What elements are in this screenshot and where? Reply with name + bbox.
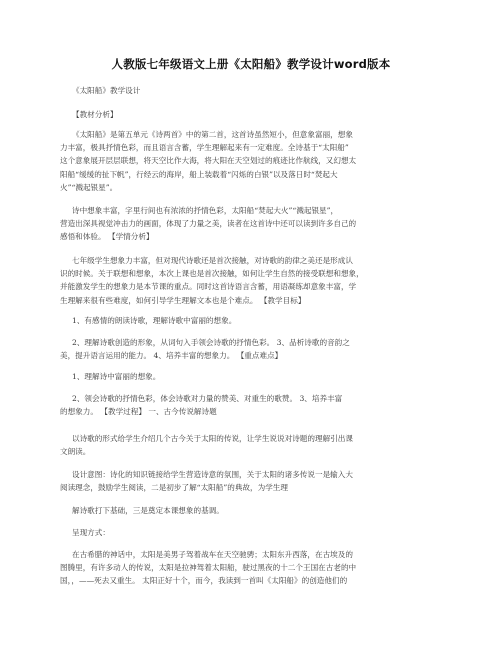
text-line: 这个意象展开层层联想，将天空比作大海，将大阳在天空划过的痕迹比作航线，又幻想太 [60, 156, 357, 166]
text-line: 《太阳船》是第五单元《诗两首》中的第二首，这首诗虽然短小，但意象富丽，想象 [72, 130, 353, 139]
paragraph-key-2 [60, 392, 444, 418]
paragraph-material-analysis [60, 128, 444, 194]
text-line: 生理解来很有些难度，如何引导学生理解文本也是个难点。 【教学目标】 [60, 295, 306, 305]
subtitle-line [60, 84, 444, 97]
text-line: 感悟和体验。 【学情分析】 [60, 232, 154, 242]
paragraph-goal-1 [60, 314, 444, 327]
text-line: 国，，——死去又重生。 太阳正好十个，而今，我读到一首叫《太阳船》的创造他们的 [60, 576, 348, 586]
paragraph-legends [60, 432, 444, 458]
text-line: 《太阳船》教学设计 [72, 86, 141, 95]
text-line: 2、理解诗歌创造的形象，从词句入手领会诗歌的抒情色彩。 3、品析诗歌的音韵之 [72, 338, 350, 347]
text-line: 解诗歌打下基础，三是奠定本课想象的基调。 [72, 506, 224, 515]
text-line: 【教材分析】 [72, 110, 118, 119]
text-line: 呈现方式： [72, 528, 110, 537]
text-line: 诗中想象丰富，字里行间也有浓浓的抒情色彩，太阳船“焚起大火”“溅起银星”， [72, 206, 339, 215]
text-line: 阅读理念，鼓励学生阅读，二是初步了解“太阳船”的典故，为学生理 [60, 483, 288, 493]
paragraph-imagination [60, 204, 444, 244]
text-line: 2、领会诗歌的抒情色彩，体会诗歌对力量的赞美、对重生的歌赞。 3、培养丰富 [72, 394, 343, 403]
text-line: 设计意图：诗化的知识链接给学生营造诗意的氛围，关于太阳的诸多传说一是输入大 [72, 470, 353, 479]
text-line: 美，提升语言运用的能力。 4、培养丰富的想象力。 【重点难点】 [60, 351, 283, 361]
text-line: 1、理解诗中富丽的想象。 [72, 372, 161, 381]
text-line: 营造出深具视觉冲击力的画面，体现了力量之美，读者在这首诗中还可以读到许多自己的 [60, 219, 357, 229]
text-line: 文朗读。 [60, 447, 91, 457]
text-line: 力丰富，极具抒情色彩，而且语言含蓄，学生理解起来有一定难度。全诗基于“太阳船” [60, 143, 349, 153]
paragraph-student-analysis [60, 254, 444, 307]
paragraph-foundation [60, 504, 444, 517]
text-line: 阳船“缓缓的扯下帆”，行经云的海岸，船上装载着“闪烁的白银”以及落日时“焚起大 [60, 169, 338, 179]
document-title: 人教版七年级语文上册《太阳船》教学设计word版本 [111, 57, 391, 71]
section-heading-teaching-material [60, 108, 444, 121]
text-line: 火”“溅起银星”。 [60, 182, 118, 192]
paragraph-presentation [60, 526, 444, 539]
paragraph-key-1 [60, 370, 444, 383]
text-line: 在古希腊的神话中，太阳是美男子驾着战车在天空驰骋；太阳东升西落，在古埃及的 [72, 550, 353, 559]
text-line: 1、有感情的朗读诗歌，理解诗歌中富丽的想象。 [72, 316, 237, 325]
text-line: 七年级学生想象力丰富，但对现代诗歌还是首次接触，对诗歌的韵律之美还是形成认 [72, 256, 353, 265]
text-line: 图腾里，有许多动人的传说，太阳是拉神驾着太阳船，驶过黑夜的十二个王国在古老的中 [60, 563, 357, 573]
text-line: 识的时候。关于联想和想象，本次上课也是首次接触，如何让学生自然的接受联想和想象， [60, 269, 364, 279]
paragraph-myths [60, 548, 444, 588]
text-line: 并能激发学生的想象力是本节课的重点。同时这首诗语言含蓄，用语凝练却意象丰富，学 [60, 282, 357, 292]
text-line: 的想象力。 【教学过程】 一、古今传说解诗题 [60, 407, 217, 417]
paragraph-goal-2 [60, 336, 444, 362]
text-line: 以诗歌的形式给学生介绍几个古今关于太阳的传说，让学生说说对诗题的理解引出课 [72, 434, 353, 443]
paragraph-design-intent [60, 468, 444, 494]
